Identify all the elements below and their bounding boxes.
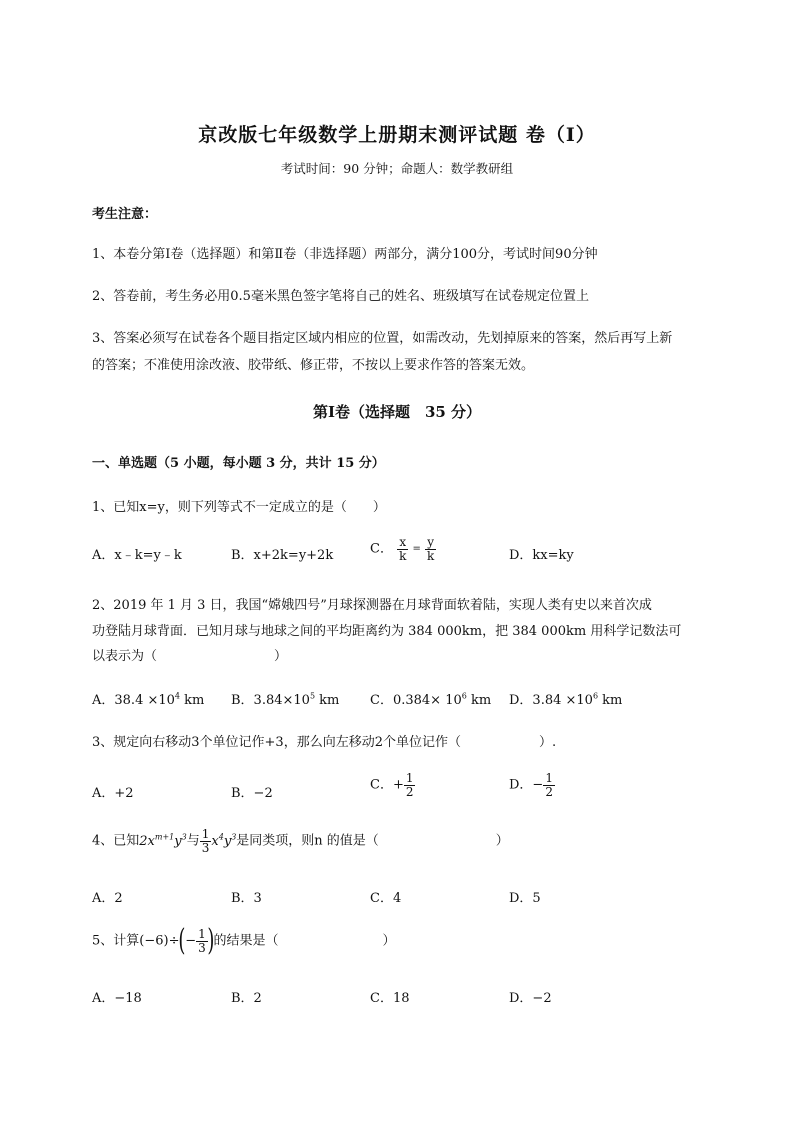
- question-1-option-a: A．x﹣k=y﹣k: [92, 548, 182, 563]
- term-2: $x^4y^3$: [211, 832, 237, 849]
- question-2-option-c: C．$0.384\times 10^6$ km: [370, 691, 492, 708]
- left-parenthesis: (: [178, 923, 186, 958]
- question-4-option-a: A．2: [92, 891, 123, 906]
- question-3-stem: 3、规定向右移动3个单位记作+3，那么向左移动2个单位记作（ ）.: [92, 735, 557, 750]
- question-2-line-2: 功登陆月球背面．已知月球与地球之间的平均距离约为 384 000km，把 384 000km 用科学记数法可: [92, 624, 682, 639]
- question-4-option-d: D．5: [509, 891, 541, 906]
- question-1-option-b: B．x+2k=y+2k: [231, 548, 334, 563]
- equals-sign: =: [412, 543, 421, 555]
- question-2-line-1: 2、2019 年 1 月 3 日，我国“嫦娥四号”月球探测器在月球背面软着陆，实现人类有史以来首次成: [92, 598, 652, 613]
- question-5-option-c: C．18: [370, 991, 410, 1006]
- option-label: C．: [370, 541, 393, 557]
- question-4-option-b: B．3: [231, 891, 262, 906]
- fraction-one-half: $\frac{1}{2}$: [405, 771, 414, 799]
- question-5-option-b: B．2: [231, 991, 262, 1006]
- notice-item-2: 2、答卷前，考生务必用0.5毫米黑色签字笔将自己的姓名、班级填写在试卷规定位置上: [92, 289, 589, 304]
- question-3-option-d: D．− $\frac{1}{2}$: [509, 771, 553, 799]
- question-3-option-b: B．−2: [231, 786, 273, 801]
- question-2-option-b: B．$3.84\times 10^5$ km: [231, 691, 340, 708]
- fraction-y-over-k: $\frac{y}{k}$: [427, 535, 435, 563]
- notice-item-3-line-1: 3、答案必须写在试卷各个题目指定区域内相应的位置，如需改动，先划掉原来的答案，然后再写上新: [92, 331, 673, 346]
- exam-title: 京改版七年级数学上册期末测评试题 卷（Ⅰ）: [198, 124, 596, 146]
- notice-item-3-line-2: 的答案；不准使用涂改液、胶带纸、修正带，不按以上要求作答的答案无效。: [92, 358, 535, 373]
- question-2-option-a: A．$38.4 \times 10^4$ km: [92, 691, 205, 708]
- part-heading: 一、单选题（5 小题，每小题 3 分，共计 15 分）: [92, 456, 385, 471]
- term-1: $2x^{m+1}y^3$: [139, 832, 187, 849]
- fraction-x-over-k: $\frac{x}{k}$: [399, 535, 407, 563]
- question-1-option-d: D．kx=ky: [509, 548, 574, 563]
- question-2-option-d: D．$3.84 \times 10^6$ km: [509, 691, 623, 708]
- question-4-stem: 4、已知$2x^{m+1}y^3$与 $\frac{1}{3}$ $x^4y^3$是同类项，则n 的值是（ ）: [92, 827, 509, 855]
- question-3-option-a: A．+2: [92, 786, 134, 801]
- question-5-stem: 5、计算(−6)÷(− $\frac{1}{3}$ )的结果是（ ）: [92, 923, 396, 958]
- question-1-stem: 1、已知x=y，则下列等式不一定成立的是（ ）: [92, 500, 386, 515]
- section-title: 第Ⅰ卷（选择题 35 分）: [312, 403, 482, 421]
- notice-heading: 考生注意：: [92, 207, 158, 222]
- question-5-option-a: A．−18: [92, 991, 142, 1006]
- question-2-line-3: 以表示为（ ）: [92, 649, 288, 664]
- fraction-one-third: $\frac{1}{3}$: [201, 827, 210, 855]
- right-parenthesis: ): [207, 923, 215, 958]
- exam-subtitle: 考试时间：90 分钟；命题人：数学教研组: [280, 161, 514, 176]
- notice-item-1: 1、本卷分第Ⅰ卷（选择题）和第Ⅱ卷（非选择题）两部分，满分100分，考试时间90分钟: [92, 247, 598, 262]
- question-4-option-c: C．4: [370, 891, 402, 906]
- fraction-one-half: $\frac{1}{2}$: [545, 771, 553, 799]
- question-5-option-d: D．−2: [509, 991, 552, 1006]
- question-3-option-c: C．+ $\frac{1}{2}$: [370, 771, 414, 799]
- fraction-one-third: $\frac{1}{3}$: [198, 926, 206, 955]
- expression-part: (−6)÷: [139, 933, 180, 949]
- question-1-option-c: [370, 536, 436, 562]
